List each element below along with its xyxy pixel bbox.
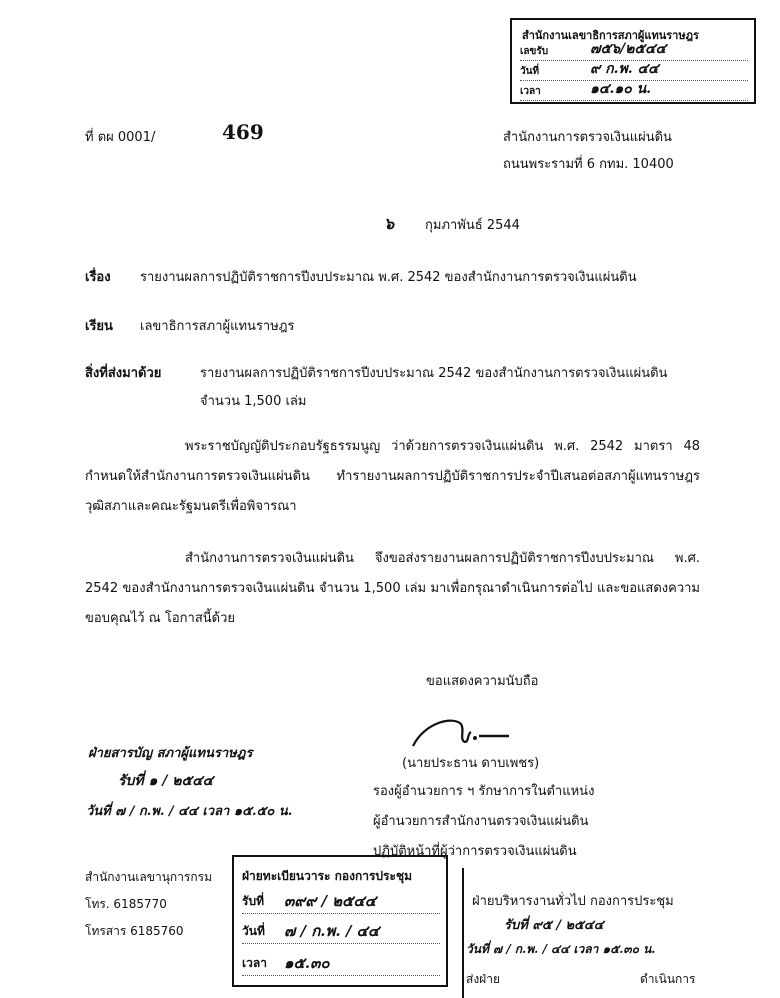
agenda-time-label: เวลา [242, 956, 267, 970]
agenda-receipt-row [242, 891, 440, 914]
signer-title-3: ปฏิบัติหน้าที่ผู้ว่าการตรวจเงินแผ่นดิน [373, 844, 577, 859]
subject-text: รายงานผลการปฏิบัติราชการปีงบประมาณ พ.ศ. 2542 ของสำนักงานการตรวจเงินแผ่นดิน [140, 270, 637, 285]
stamp-receipt-label: เลขรับ [520, 46, 549, 57]
agenda-time-row [242, 953, 440, 976]
footer-fax: โทรสาร 6185760 [85, 924, 184, 938]
recipient-label: เรียน [85, 319, 113, 334]
signer-title-2: ผู้อำนวยการสำนักงานตรวจเงินแผ่นดิน [373, 814, 589, 829]
signature-icon [405, 712, 525, 754]
agenda-date-label: วันที่ [242, 924, 265, 938]
handwritten-stamp-line1: ฝ่ายสารบัญ สภาผู้แทนราษฎร [88, 746, 253, 761]
handwritten-stamp-line2: รับที่ ๑ / ๒๕๔๔ [118, 773, 214, 789]
handwritten-stamp-line3: วันที่ ๗ / ก.พ. / ๔๔ เวลา ๑๕.๕๐ น. [86, 804, 293, 819]
agenda-registry-stamp [232, 855, 448, 987]
stamp-title: สำนักงานเลขาธิการสภาผู้แทนราษฎร [522, 29, 699, 42]
subject-label: เรื่อง [85, 270, 111, 285]
sender-address: ถนนพระรามที่ 6 กทม. 10400 [503, 157, 674, 172]
stamp-time-row [520, 82, 748, 101]
general-stamp-title: ฝ่ายบริหารงานทั่วไป กองการประชุม [472, 894, 674, 909]
stamp-receipt-value: ๗๕๖/๒๕๔๔ [590, 41, 667, 57]
general-admin-stamp [462, 868, 764, 998]
footer-phone: โทร. 6185770 [85, 897, 167, 911]
doc-ref-prefix: ที่ ตผ 0001/ [85, 130, 156, 145]
general-stamp-receipt: รับที่ ๙๕ / ๒๕๔๔ [504, 918, 604, 933]
agenda-date-value: ๗ / ก.พ. / ๔๔ [284, 922, 380, 940]
enclosure-line2: จำนวน 1,500 เล่ม [200, 394, 307, 409]
agenda-time-value: ๑๕.๓๐ [284, 954, 330, 972]
general-stamp-date: วันที่ ๗ / ก.พ. / ๔๔ เวลา ๑๕.๓๐ น. [466, 942, 656, 956]
enclosure-label: สิ่งที่ส่งมาด้วย [85, 366, 162, 381]
date-month-year: กุมภาพันธ์ 2544 [425, 218, 520, 233]
agenda-receipt-value: ๓๙๙ / ๒๕๔๔ [284, 892, 377, 910]
general-stamp-action: ดำเนินการ [640, 972, 696, 986]
general-stamp-assign: ส่งฝ่าย [466, 972, 500, 986]
closing-text: ขอแสดงความนับถือ [426, 674, 539, 689]
signer-title-1: รองผู้อำนวยการ ฯ รักษาการในตำแหน่ง [373, 784, 595, 799]
recipient-text: เลขาธิการสภาผู้แทนราษฎร [140, 319, 295, 334]
stamp-date-value: ๙ ก.พ. ๔๔ [590, 61, 659, 77]
stamp-date-label: วันที่ [520, 66, 540, 77]
footer-office: สำนักงานเลขานุการกรม [85, 870, 213, 884]
enclosure-line1: รายงานผลการปฏิบัติราชการปีงบประมาณ 2542 ของสำนักงานการตรวจเงินแผ่นดิน [200, 366, 668, 381]
stamp-time-label: เวลา [520, 86, 541, 97]
sender-office: สำนักงานการตรวจเงินแผ่นดิน [503, 130, 672, 145]
agenda-receipt-label: รับที่ [242, 894, 264, 908]
body-paragraph-2: สำนักงานการตรวจเงินแผ่นดิน จึงขอส่งรายงานผลการปฏิบัติราชการปีงบประมาณ พ.ศ. 2542 ของสำนักงานการตรวจเงินแผ่นดิน จำนวน 1,500 เล่ม มาเพื่อกรุณาดำเนินการต่อไป และขอแสดงความขอบคุณไว้ ณ โอกาสนี้ด้วย [85, 551, 700, 626]
signer-name: (นายประธาน ดาบเพชร) [402, 756, 540, 771]
stamp-time-value: ๑๔.๑๐ น. [590, 81, 652, 97]
receiving-stamp-top [510, 18, 756, 104]
date-day: ๖ [384, 214, 395, 233]
body-paragraph-1: พระราชบัญญัติประกอบรัฐธรรมนูญ ว่าด้วยการตรวจเงินแผ่นดิน พ.ศ. 2542 มาตรา 48 กำหนดให้สำนักงานการตรวจเงินแผ่นดิน ทำรายงานผลการปฏิบัติราชการประจำปีเสนอต่อสภาผู้แทนราษฎร วุฒิสภาและคณะรัฐมนตรีเพื่อพิจารณา [85, 439, 700, 514]
doc-ref-number: 469 [222, 120, 264, 144]
agenda-date-row [242, 921, 440, 944]
agenda-stamp-title: ฝ่ายทะเบียนวาระ กองการประชุม [242, 869, 412, 883]
